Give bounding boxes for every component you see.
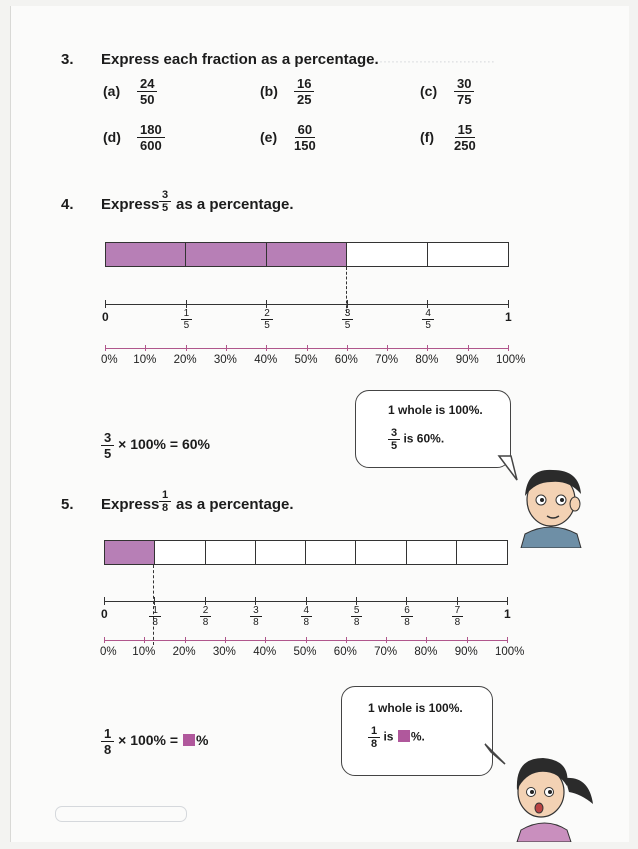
q4-percent-label: 10% (133, 354, 157, 366)
q4-bar-segment-shaded (267, 243, 347, 266)
q5-percent-tick (265, 637, 266, 643)
q4-percent-tick (186, 345, 187, 351)
q5-number: 5. (61, 496, 74, 513)
q5-percent-label: 80% (414, 646, 438, 658)
q5-numline-fraction-num: 2 (200, 605, 212, 617)
q4-numline-fraction-den: 5 (183, 320, 190, 331)
q5-percent-label: 10% (132, 646, 156, 658)
q5-percent-tick (426, 637, 427, 643)
q4-numline-tick (347, 300, 348, 308)
q4-numline-fraction-label (342, 308, 354, 331)
q5-numline-fraction-den: 8 (253, 617, 259, 628)
q4-numline-fraction-den: 5 (425, 320, 431, 331)
bleed-through-text: ······························· (371, 54, 495, 68)
q5-bar-segment-empty (256, 541, 306, 564)
q5-percent-label: 60% (333, 646, 357, 658)
q5-percent-tick (185, 637, 186, 643)
q5-fraction-den: 8 (162, 502, 169, 514)
q5-numline-tick (255, 597, 256, 605)
q4-percent-tick (427, 345, 428, 351)
q5-numline-fraction-num: 6 (401, 605, 413, 617)
q4-percent-label: 0% (101, 354, 118, 366)
q5-numline-fraction-num: 7 (452, 605, 464, 617)
q5-numline-fraction-num: 5 (351, 605, 363, 617)
q4-bar-segment-shaded (186, 243, 266, 266)
q5-percent-tick (507, 637, 508, 643)
q4-eq-num: 3 (101, 430, 114, 446)
q4-numline-fraction-label (422, 308, 434, 331)
q4-percent-tick (105, 345, 106, 351)
q4-eq-rest: × 100% = 60% (118, 436, 210, 453)
q4-numline-fraction-num: 4 (422, 308, 434, 320)
q5-numline-fraction-den: 8 (152, 617, 158, 628)
q5-percent-tick (144, 637, 145, 643)
q4-bubble-line2 (388, 427, 444, 452)
q4-bar-segment-empty (347, 243, 427, 266)
q4-bar-segment-empty (428, 243, 508, 266)
q4-percent-tick (307, 345, 308, 351)
q5-percent-tick (346, 637, 347, 643)
q4-numline-tick (186, 300, 187, 308)
q5-text-before: Express (101, 496, 160, 513)
q4-numline-fraction-den: 5 (264, 320, 270, 331)
q5-percent-tick (104, 637, 105, 643)
q5-percent-label: 100% (495, 646, 525, 658)
q4-numline-label: 1 (505, 310, 512, 324)
girl-illustration (501, 746, 601, 842)
q5-bar-segment-empty (457, 541, 507, 564)
q3-item-denominator: 75 (457, 92, 472, 107)
q4-number-line (105, 304, 508, 305)
bubble-answer-box (398, 730, 410, 742)
q3-item-fraction (454, 76, 474, 107)
q5-eq-den: 8 (104, 742, 112, 757)
q3-item-denominator: 150 (294, 138, 316, 153)
q5-percent-tick (386, 637, 387, 643)
q4-fraction-bar (105, 242, 509, 267)
answer-box (183, 734, 195, 746)
q3-item-fraction (294, 122, 316, 153)
q4-text-after: as a percentage. (176, 196, 294, 213)
q3-item-numerator: 15 (455, 122, 475, 138)
q5-numline-fraction-label (200, 605, 212, 628)
q4-bubble-line1: 1 whole is 100%. (388, 403, 483, 417)
q4-bubble-den: 5 (391, 440, 398, 452)
q4-numline-tick (508, 300, 509, 308)
q5-bar-segment-empty (206, 541, 256, 564)
q5-percent-label: 50% (293, 646, 317, 658)
q5-percent-label: 40% (253, 646, 277, 658)
q4-percent-tick (468, 345, 469, 351)
q3-item-label: (c) (420, 83, 438, 99)
q5-numline-fraction-label (250, 605, 262, 628)
q3-item-label: (a) (103, 83, 121, 99)
q5-percent-label: 0% (100, 646, 117, 658)
q4-bubble-fraction (388, 427, 400, 452)
q5-numline-tick (154, 597, 155, 605)
q5-numline-fraction-label (452, 605, 464, 628)
bleed-through-footer (55, 806, 187, 822)
q4-percent-tick (347, 345, 348, 351)
q4-percent-tick (145, 345, 146, 351)
q5-speech-bubble (341, 686, 493, 776)
q5-eq-fraction (101, 726, 114, 757)
q4-numline-fraction-label (181, 308, 193, 331)
q4-percent-label: 80% (415, 354, 439, 366)
q3-item-denominator: 50 (140, 92, 155, 107)
q3-number: 3. (61, 51, 74, 68)
q5-fraction-num: 1 (159, 489, 171, 502)
q5-numline-tick (205, 597, 206, 605)
q4-bubble-num: 3 (388, 427, 400, 440)
q5-numline-fraction-num: 3 (250, 605, 262, 617)
workbook-page (10, 6, 629, 842)
q3-item-numerator: 30 (454, 76, 474, 92)
q5-bubble-end: %. (410, 729, 425, 744)
q5-percent-label: 90% (454, 646, 478, 658)
q5-numline-label: 0 (101, 607, 108, 621)
q3-item-label: (d) (103, 129, 121, 145)
q4-fraction-num: 3 (159, 189, 171, 202)
q4-percent-label: 40% (254, 354, 278, 366)
q5-bar-segment-empty (155, 541, 205, 564)
q5-fraction (159, 489, 171, 514)
q4-numline-fraction-num: 3 (342, 308, 354, 320)
q4-numline-tick (266, 300, 267, 308)
q5-numline-fraction-den: 8 (353, 617, 360, 628)
q4-numline-tick (105, 300, 106, 308)
q5-percent-label: 20% (172, 646, 196, 658)
q4-percent-label: 90% (455, 354, 479, 366)
boy-illustration (511, 462, 591, 548)
q5-bar-segment-empty (306, 541, 356, 564)
q3-item-fraction (294, 76, 314, 107)
q3-item-label: (e) (260, 129, 278, 145)
q5-numline-fraction-label (149, 605, 161, 628)
q3-item-label: (f) (420, 129, 434, 145)
q5-eq-rest1: × 100% = (118, 732, 179, 749)
q4-number: 4. (61, 196, 74, 213)
q4-percent-tick (266, 345, 267, 351)
q5-numline-tick (406, 597, 407, 605)
q5-numline-tick (356, 597, 357, 605)
q4-percent-label: 100% (496, 354, 526, 366)
q3-item-fraction (454, 122, 476, 153)
q5-bubble-num: 1 (368, 725, 380, 738)
q4-percent-tick (508, 345, 509, 351)
q3-item-fraction (137, 76, 157, 107)
q3-item-denominator: 25 (297, 92, 312, 107)
q5-numline-fraction-den: 8 (404, 617, 410, 628)
q5-numline-tick (104, 597, 105, 605)
q3-item-denominator: 250 (454, 138, 476, 153)
q5-numline-fraction-label (401, 605, 413, 628)
q4-bar-segment-shaded (106, 243, 186, 266)
q5-bubble-mid: is (383, 729, 394, 744)
q5-numline-fraction-den: 8 (202, 617, 209, 628)
q5-numline-fraction-num: 1 (149, 605, 161, 617)
q4-numline-fraction-den: 5 (344, 320, 351, 331)
q3-instruction: Express each fraction as a percentage. (101, 51, 379, 68)
q3-item-label: (b) (260, 83, 278, 99)
q4-numline-fraction-label (261, 308, 273, 331)
q5-text-after: as a percentage. (176, 496, 294, 513)
q4-percent-tick (387, 345, 388, 351)
q3-item-numerator: 180 (137, 122, 165, 138)
q5-numline-label: 1 (504, 607, 511, 621)
q4-eq-den: 5 (104, 446, 112, 461)
q3-item-numerator: 24 (137, 76, 157, 92)
q4-percent-label: 30% (213, 354, 237, 366)
q4-eq-fraction (101, 430, 114, 461)
q5-percent-tick (306, 637, 307, 643)
q5-numline-tick (457, 597, 458, 605)
q3-item-numerator: 60 (295, 122, 315, 138)
q4-fraction-den: 5 (162, 202, 169, 214)
q5-percent-label: 70% (374, 646, 398, 658)
q5-numline-tick (507, 597, 508, 605)
q5-bubble-den: 8 (371, 738, 378, 750)
q5-bubble-line2 (368, 725, 425, 750)
q4-bubble-rest: is 60%. (403, 431, 445, 446)
q5-bar-segment-empty (356, 541, 406, 564)
q5-bubble-line1: 1 whole is 100%. (368, 701, 463, 715)
q4-speech-bubble (355, 390, 511, 468)
q5-equation (101, 726, 208, 757)
q5-numline-fraction-num: 4 (301, 605, 313, 617)
q4-text-before: Express (101, 196, 160, 213)
q5-percent-label: 30% (212, 646, 236, 658)
q5-numline-fraction-label (301, 605, 313, 628)
q5-bubble-fraction (368, 725, 380, 750)
q3-item-numerator: 16 (294, 76, 314, 92)
q5-numline-fraction-label (351, 605, 363, 628)
q5-numline-fraction-den: 8 (454, 617, 461, 628)
q5-eq-rest2: % (195, 732, 209, 749)
q4-percent-label: 20% (173, 354, 197, 366)
q4-percent-tick (226, 345, 227, 351)
q5-numline-fraction-den: 8 (303, 617, 310, 628)
q5-percent-tick (467, 637, 468, 643)
q4-numline-fraction-num: 2 (261, 308, 273, 320)
q3-item-denominator: 600 (140, 138, 162, 153)
q5-bar-segment-empty (407, 541, 457, 564)
q4-percent-label: 50% (294, 354, 318, 366)
q3-item-fraction (137, 122, 165, 153)
q4-numline-label: 0 (102, 310, 109, 324)
q5-eq-num: 1 (101, 726, 114, 742)
q4-numline-fraction-num: 1 (181, 308, 193, 320)
q5-percent-tick (225, 637, 226, 643)
q4-percent-label: 60% (334, 354, 358, 366)
q4-equation (101, 430, 210, 461)
q4-percent-label: 70% (375, 354, 399, 366)
q5-numline-tick (306, 597, 307, 605)
q4-fraction (159, 189, 171, 214)
q4-numline-tick (427, 300, 428, 308)
q5-bar-segment-shaded (105, 541, 155, 564)
q5-fraction-bar (104, 540, 508, 565)
